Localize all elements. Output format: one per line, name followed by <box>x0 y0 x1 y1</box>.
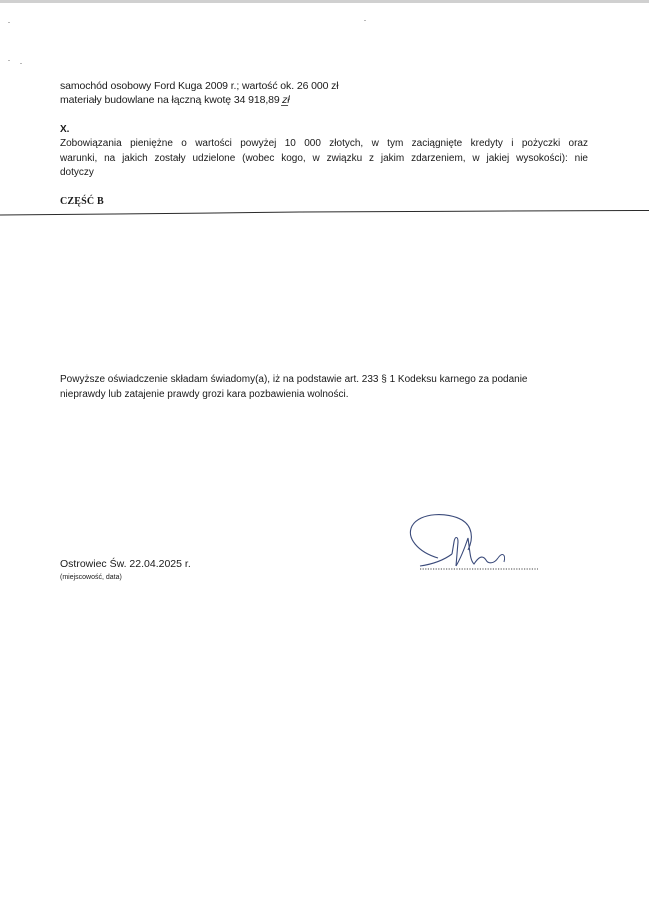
page-top-edge <box>0 0 649 3</box>
scan-speck <box>364 20 366 21</box>
section-x-line-3: dotyczy <box>60 167 94 178</box>
scan-speck <box>20 63 22 64</box>
place-date-note: (miejscowość, data) <box>60 574 122 581</box>
section-divider <box>0 206 649 220</box>
asset-car: samochód osobowy Ford Kuga 2009 r.; wartość ok. 26 000 zł <box>60 80 339 92</box>
part-b-heading: CZĘŚĆ B <box>60 196 104 207</box>
place-date: Ostrowiec Św. 22.04.2025 r. <box>60 558 191 570</box>
section-x-line-2: warunki, na jakich zostały udzielone (wobec kogo, w związku z jakim zdarzeniem, w jakiej wysokości): nie <box>60 152 588 164</box>
declaration-line-1: Powyższe oświadczenie składam świadomy(a), iż na podstawie art. 233 § 1 Kodeksu karnego za podanie <box>60 374 528 385</box>
scan-speck <box>8 60 10 61</box>
asset-materials <box>60 94 290 106</box>
scan-speck <box>8 22 10 23</box>
section-x-heading: X. <box>60 124 70 135</box>
declaration-line-2: nieprawdy lub zatajenie prawdy grozi kara pozbawienia wolności. <box>60 389 349 400</box>
asset-materials-unit: zł <box>281 94 292 106</box>
signature-image <box>398 508 542 574</box>
asset-materials-text: materiały budowlane na łączną kwotę 34 918,89 <box>60 94 280 106</box>
section-x-line-1: Zobowiązania pieniężne o wartości powyżej 10 000 złotych, w tym zaciągnięte kredyty i pożyczki oraz <box>60 138 588 149</box>
